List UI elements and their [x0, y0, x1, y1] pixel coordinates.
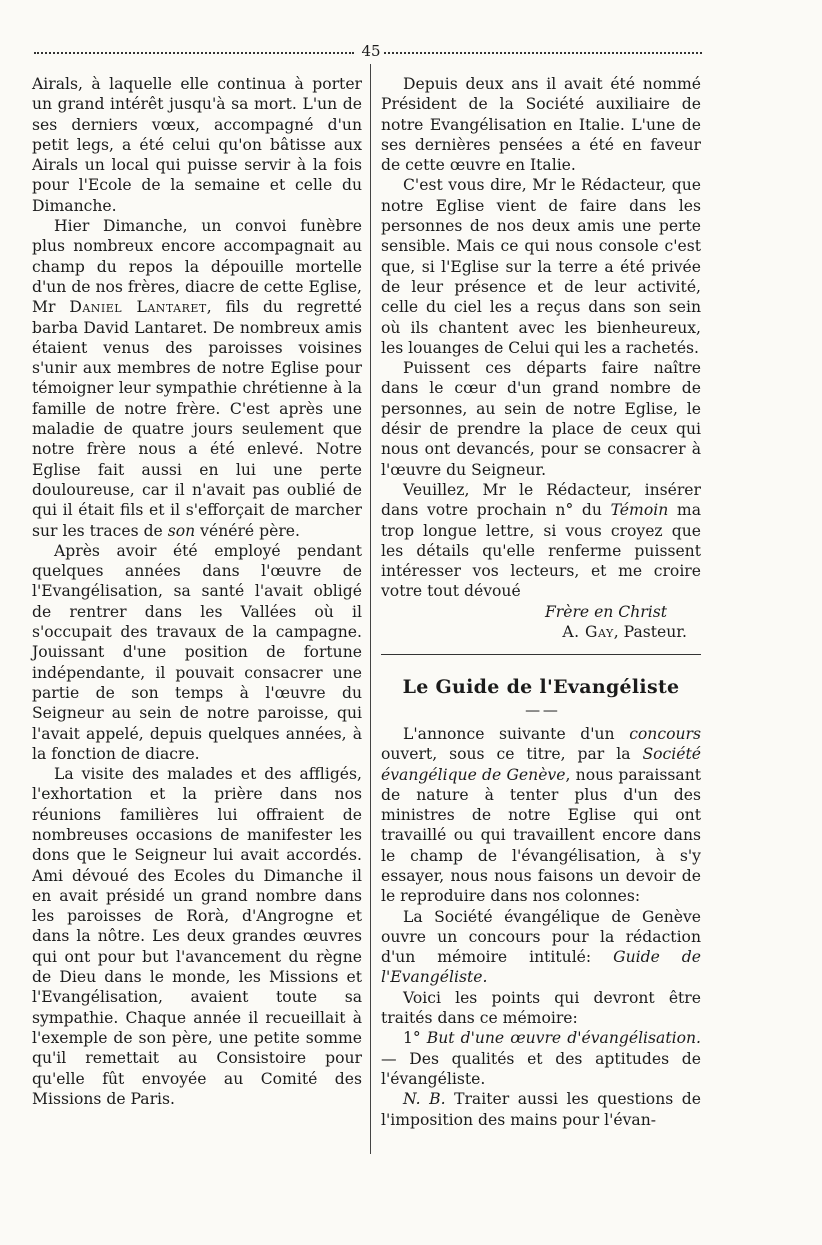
paragraph: La visite des malades et des affligés, l'exhortation et la prière dans nos réunions familières lui offraient de nombreuses occasions de manifester les dons que le Seigneur lui avait accordés. Ami dévoué des Ecoles du Dimanche il en avait présidé un grand nombre dans les paroisses de Rorà, d'Angrogne et dans la nôtre. Les deux grandes œuvres qui ont pour but l'avancement du règne de Dieu dans le monde, les Missions et l'Evangélisation, avaient toute sa sympathie. Chaque année il recueillait à l'exemple de son père, une petite somme qu'il remettait au Consistoire pour qu'elle fût envoyée au Comité des Missions de Paris.	[32, 765, 362, 1108]
italic-text: son	[167, 521, 196, 540]
text-span: La Société évangélique de Genève ouvre un concours pour la rédaction d'un mémoire intitulé:	[381, 907, 701, 967]
page-number: 45	[361, 42, 381, 60]
section-rule	[381, 654, 701, 655]
text-span: , nous paraissant de nature à tenter plus d'un des ministres de notre Eglise qui ont travaillé ou qui travaillent encore dans le champ de l'évangélisation, à s'y essayer, nous nous faisons un devoir de le reproduire dans nos colonnes:	[381, 765, 701, 906]
text-span: Hier Dimanche, un convoi funèbre plus nombreux encore accompagnait au champ du repos la dépouille mortelle d'un de nos frères, diacre de cette Eglise,	[32, 217, 362, 296]
signature-role: , Pasteur.	[613, 623, 687, 642]
paragraph: C'est vous dire, Mr le Rédacteur, que notre Eglise vient de faire dans les personnes de nos deux amis une perte sensible. Mais ce qui nous console c'est que, si l'Eglise sur la terre a été privée de leur présence et de leur activité, celle du ciel les a reçus dans son sein où ils chantent avec les bienheureux, les louanges de Celui qui les a rachetés.	[381, 176, 701, 357]
paragraph-announcement	[381, 724, 701, 907]
italic-text: But d'une œuvre d'évangélisation.	[426, 1029, 701, 1048]
text-span: vénéré père.	[200, 521, 300, 540]
header-rule-right	[384, 52, 702, 54]
text-span: ma trop longue lettre, si vous croyez que les détails qu'elle renferme puissent intéresser vos lecteurs, et me croire votre tout dévoué	[381, 501, 701, 601]
italic-text: Société évangélique de Genève	[381, 745, 701, 784]
paragraph: Airals, à laquelle elle continua à porter un grand intérêt jusqu'à sa mort. L'un de ses derniers vœux, accompagné d'un petit legs, a été celui qu'on bâtisse aux Airals un local qui puisse servir à la fois pour l'Ecole de la semaine et celle du Dimanche.	[32, 75, 362, 215]
left-column	[32, 74, 362, 1109]
person-name: Daniel Lantaret	[69, 298, 207, 317]
point-number: 1°	[403, 1029, 421, 1048]
nota-bene	[381, 1089, 701, 1130]
text-span: , fils du regretté barba David Lantaret. De nombreux amis étaient venus des paroisses voisines s'unir aux membres de notre Eglise pour témoigner leur sympathie chrétienne à la famille de notre frère. C'est après une maladie de quatre jours seulement que notre frère nous a été enlevé. Notre Eglise fait aussi en lui une perte douloureuse, car il n'avait pas oublié de qui il était fils et il s'efforçait de marcher sur les traces de	[32, 298, 362, 540]
signature	[381, 622, 701, 642]
column-divider	[370, 64, 371, 1154]
header-rule-left	[34, 52, 354, 54]
text-span: ouvert, sous ce titre, par la	[381, 745, 631, 764]
italic-text: Guide de l'Evangéliste.	[381, 948, 701, 987]
paragraph-request	[381, 480, 701, 602]
paragraph-contest	[381, 907, 701, 988]
paragraph: Puissent ces départs faire naître dans le cœur d'un grand nombre de personnes, au sein de notre Eglise, le désir de prendre la place de ceux qui nous ont devancés, pour se consacrer à l'œuvre du Seigneur.	[381, 359, 701, 479]
signature-name: A. Gay	[562, 623, 614, 642]
text-span: — Des qualités et des aptitudes de l'évangéliste.	[381, 1049, 701, 1088]
text-span: L'annonce suivante d'un	[403, 724, 615, 743]
section-title: Le Guide de l'Evangéliste	[402, 676, 680, 699]
paragraph-funeral	[32, 216, 362, 541]
text-span: Veuillez, Mr le Rédacteur, insérer dans votre prochain n° du	[381, 480, 701, 520]
nb-label: N. B.	[403, 1090, 446, 1109]
text-span: Traiter aussi les questions de l'imposition des mains pour l'évan-	[381, 1090, 701, 1129]
right-column	[381, 74, 701, 1130]
paragraph: Depuis deux ans il avait été nommé Président de la Société auxiliaire de notre Evangélisation en Italie. L'une de ses dernières pensées a été en faveur de cette œuvre en Italie.	[381, 75, 701, 175]
italic-text: Témoin	[610, 501, 669, 520]
paragraph: Après avoir été employé pendant quelques années dans l'œuvre de l'Evangélisation, sa santé l'avait obligé de rentrer dans les Vallées où il s'occupait des travaux de la campagne. Jouissant d'une position de fortune indépendante, il pouvait consacrer une partie de son temps à l'œuvre du Seigneur au sein de notre paroisse, qui l'avait appelé, depuis quelques années, à la fonction de diacre.	[32, 541, 362, 763]
paragraph: Voici les points qui devront être traités dans ce mémoire:	[381, 988, 701, 1028]
section-dash: — —	[525, 700, 557, 719]
signature-salutation: Frère en Christ	[544, 602, 667, 621]
title-abbrev: Mr	[32, 298, 56, 317]
point-1	[381, 1028, 701, 1089]
italic-text: concours	[629, 724, 701, 743]
